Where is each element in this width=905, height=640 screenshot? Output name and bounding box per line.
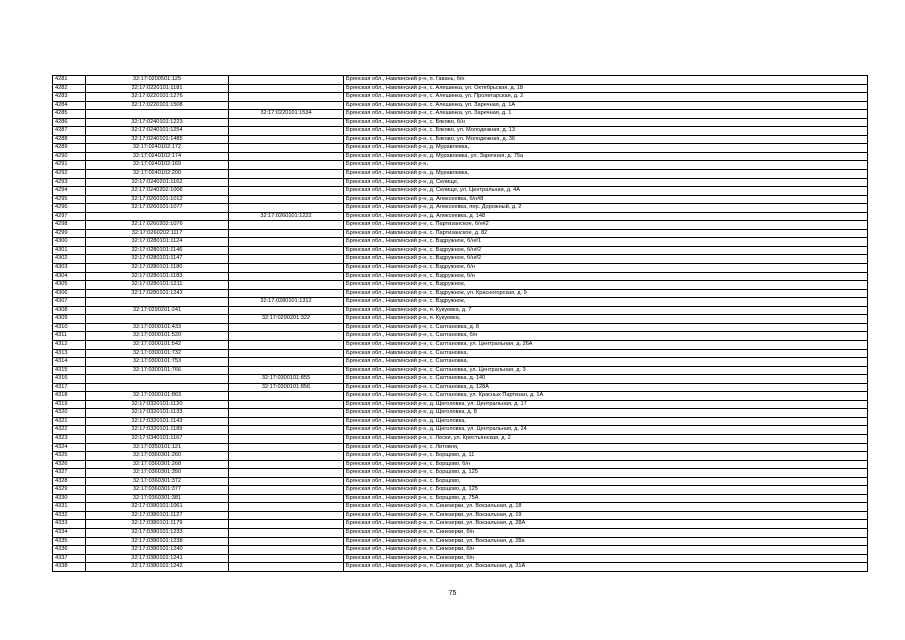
row-number-cell: 4330 xyxy=(53,494,86,503)
cadastral-number-alt-cell xyxy=(229,554,344,563)
row-number-cell: 4293 xyxy=(53,178,86,187)
address-cell: Брянская обл., Навлинский р-н, с. Салтановка, ул. Центральная, д. 3 xyxy=(344,366,868,375)
cadastral-number-cell: 32:17:0240102:200 xyxy=(86,170,229,179)
row-number-cell: 4287 xyxy=(53,127,86,136)
address-cell: Брянская обл., Навлинский р-н, с. Алешинка, ул. Заречная, д. 1 xyxy=(344,110,868,119)
cadastral-number-alt-cell xyxy=(229,332,344,341)
row-number-cell: 4313 xyxy=(53,349,86,358)
address-cell: Брянская обл., Навлинский р-н, с. Вздружное, б/н xyxy=(344,272,868,281)
cadastral-number-alt-cell xyxy=(229,255,344,264)
address-cell: Брянская обл., Навлинский р-н, с. Вздружное, б/н#1 xyxy=(344,238,868,247)
address-cell: Брянская обл., Навлинский р-н, п. Синезерки, ул. Вокзальная, д. 28а xyxy=(344,537,868,546)
cadastral-number-alt-cell xyxy=(229,452,344,461)
cadastral-number-cell: 32:17:0320101:1143 xyxy=(86,417,229,426)
cadastral-number-alt-cell xyxy=(229,187,344,196)
address-cell: Брянская обл., Навлинский р-н, с. Бяково, б/н xyxy=(344,118,868,127)
cadastral-number-cell: 32:17:0380101:1233 xyxy=(86,528,229,537)
cadastral-number-cell: 32:17:0300101:433 xyxy=(86,323,229,332)
cadastral-number-alt-cell xyxy=(229,221,344,230)
cadastral-number-alt-cell xyxy=(229,204,344,213)
table-row xyxy=(53,426,868,435)
cadastral-number-alt-cell xyxy=(229,144,344,153)
table-row xyxy=(53,264,868,273)
cadastral-number-alt-cell xyxy=(229,170,344,179)
address-cell: Брянская обл., Навлинский р-н, с. Борщово, xyxy=(344,477,868,486)
cadastral-number-cell: 32:17:0380101:1242 xyxy=(86,563,229,572)
address-cell: Брянская обл., Навлинский р-н, п. Синезерки, ул. Вокзальная, д. 19 xyxy=(344,511,868,520)
cadastral-number-alt-cell xyxy=(229,537,344,546)
address-cell: Брянская обл., Навлинский р-н, с. Лески, ул. Крестьянская, д. 2 xyxy=(344,434,868,443)
table-row xyxy=(53,84,868,93)
table-row xyxy=(53,170,868,179)
table-row xyxy=(53,528,868,537)
table-row xyxy=(53,366,868,375)
cadastral-number-alt-cell xyxy=(229,84,344,93)
row-number-cell: 4334 xyxy=(53,528,86,537)
cadastral-number-alt-cell xyxy=(229,520,344,529)
cadastral-number-cell: 32:17:0220101:1508 xyxy=(86,101,229,110)
cadastral-number-alt-cell xyxy=(229,229,344,238)
table-row xyxy=(53,392,868,401)
cadastral-number-cell: 32:17:0380101:1061 xyxy=(86,503,229,512)
row-number-cell: 4319 xyxy=(53,400,86,409)
row-number-cell: 4298 xyxy=(53,221,86,230)
cadastral-number-alt-cell xyxy=(229,135,344,144)
cadastral-number-cell: 32:17:0350101:121 xyxy=(86,443,229,452)
cadastral-number-cell: 32:17:0240102:172 xyxy=(86,144,229,153)
table-row xyxy=(53,178,868,187)
row-number-cell: 4310 xyxy=(53,323,86,332)
table-row xyxy=(53,375,868,384)
cadastral-number-cell: 32:17:0380101:1127 xyxy=(86,511,229,520)
address-cell: Брянская обл., Навлинский р-н, с. Вздружное, ул. Красногорская, д. 9 xyxy=(344,289,868,298)
row-number-cell: 4337 xyxy=(53,554,86,563)
address-cell: Брянская обл., Навлинский р-н, с. Борщово, д. 75А xyxy=(344,494,868,503)
address-cell: Брянская обл., Навлинский р-н, с. Вздружное, б/н#2 xyxy=(344,255,868,264)
table-row xyxy=(53,76,868,85)
table-row xyxy=(53,503,868,512)
table-row xyxy=(53,93,868,102)
cadastral-number-alt-cell xyxy=(229,503,344,512)
row-number-cell: 4315 xyxy=(53,366,86,375)
address-cell: Брянская обл., Навлинский р-н, с. Партизанское, д. 82 xyxy=(344,229,868,238)
table-row xyxy=(53,246,868,255)
cadastral-number-alt-cell: 32:17:0300101:856 xyxy=(229,383,344,392)
table-row xyxy=(53,477,868,486)
cadastral-number-cell xyxy=(86,315,229,324)
address-cell: Брянская обл., Навлинский р-н, с. Вздружное, xyxy=(344,281,868,290)
cadastral-number-cell: 32:17:0260101:1012 xyxy=(86,195,229,204)
cadastral-number-alt-cell: 32:17:0260101:1222 xyxy=(229,212,344,221)
table-row xyxy=(53,332,868,341)
row-number-cell: 4332 xyxy=(53,511,86,520)
row-number-cell: 4327 xyxy=(53,469,86,478)
table-row xyxy=(53,511,868,520)
row-number-cell: 4306 xyxy=(53,289,86,298)
cadastral-number-alt-cell xyxy=(229,76,344,85)
cadastral-number-cell: 32:17:0240101:1223 xyxy=(86,118,229,127)
table-row xyxy=(53,349,868,358)
row-number-cell: 4284 xyxy=(53,101,86,110)
cadastral-number-cell: 32:17:0290201:241 xyxy=(86,306,229,315)
row-number-cell: 4325 xyxy=(53,452,86,461)
address-cell: Брянская обл., Навлинский р-н, д. Щеголовка, д. 8 xyxy=(344,409,868,418)
address-cell: Брянская обл., Навлинский р-н, с. Борщово, д. 125 xyxy=(344,486,868,495)
table-row xyxy=(53,469,868,478)
cadastral-number-cell xyxy=(86,383,229,392)
cadastral-number-alt-cell xyxy=(229,366,344,375)
cadastral-number-alt-cell xyxy=(229,272,344,281)
row-number-cell: 4294 xyxy=(53,187,86,196)
cadastral-number-cell: 32:17:0300101:732 xyxy=(86,349,229,358)
table-row xyxy=(53,323,868,332)
cadastral-number-cell xyxy=(86,110,229,119)
address-cell: Брянская обл., Навлинский р-н, п. Кукуевка, xyxy=(344,315,868,324)
row-number-cell: 4282 xyxy=(53,84,86,93)
page-number: 75 xyxy=(448,590,457,597)
table-row xyxy=(53,238,868,247)
row-number-cell: 4297 xyxy=(53,212,86,221)
table-row xyxy=(53,546,868,555)
cadastral-number-alt-cell xyxy=(229,238,344,247)
cadastral-number-alt-cell xyxy=(229,434,344,443)
cadastral-number-alt-cell xyxy=(229,400,344,409)
table-row xyxy=(53,306,868,315)
table-row xyxy=(53,358,868,367)
cadastral-number-alt-cell xyxy=(229,118,344,127)
row-number-cell: 4331 xyxy=(53,503,86,512)
address-cell: Брянская обл., Навлинский р-н, с. Литовня, xyxy=(344,443,868,452)
cadastral-number-alt-cell xyxy=(229,511,344,520)
address-cell: Брянская обл., Навлинский р-н, с. Салтановка, ул. Красных Партизан, д. 1А xyxy=(344,392,868,401)
cadastral-number-alt-cell xyxy=(229,392,344,401)
row-number-cell: 4296 xyxy=(53,204,86,213)
row-number-cell: 4309 xyxy=(53,315,86,324)
row-number-cell: 4303 xyxy=(53,264,86,273)
cadastral-number-alt-cell xyxy=(229,281,344,290)
address-cell: Брянская обл., Навлинский р-н, д. Алексеевка, пер. Дорожный, д. 2 xyxy=(344,204,868,213)
row-number-cell: 4292 xyxy=(53,170,86,179)
cadastral-number-cell: 32:17:0200501:125 xyxy=(86,76,229,85)
row-number-cell: 4301 xyxy=(53,246,86,255)
cadastral-number-cell: 32:17:0360301:260 xyxy=(86,452,229,461)
address-cell: Брянская обл., Навлинский р-н, п. Синезерки, б/н xyxy=(344,546,868,555)
address-cell: Брянская обл., Навлинский р-н, с. Салтановка, д. 140 xyxy=(344,375,868,384)
table-row xyxy=(53,486,868,495)
cadastral-number-cell: 32:17:0360301:372 xyxy=(86,477,229,486)
cadastral-number-alt-cell: 32:17:0300101:855 xyxy=(229,375,344,384)
address-cell: Брянская обл., Навлинский р-н, xyxy=(344,161,868,170)
address-cell: Брянская обл., Навлинский р-н, п. Синезерки, б/н xyxy=(344,528,868,537)
cadastral-number-cell: 32:17:0220101:1276 xyxy=(86,93,229,102)
row-number-cell: 4336 xyxy=(53,546,86,555)
row-number-cell: 4308 xyxy=(53,306,86,315)
row-number-cell: 4326 xyxy=(53,460,86,469)
row-number-cell: 4320 xyxy=(53,409,86,418)
row-number-cell: 4311 xyxy=(53,332,86,341)
cadastral-number-alt-cell xyxy=(229,443,344,452)
table-row xyxy=(53,409,868,418)
cadastral-number-alt-cell xyxy=(229,486,344,495)
cadastral-number-alt-cell xyxy=(229,127,344,136)
cadastral-number-alt-cell xyxy=(229,161,344,170)
table-row xyxy=(53,383,868,392)
cadastral-number-cell: 32:17:0240201:1162 xyxy=(86,178,229,187)
cadastral-number-cell: 32:17:0280101:1146 xyxy=(86,246,229,255)
cadastral-number-alt-cell xyxy=(229,426,344,435)
cadastral-number-alt-cell xyxy=(229,93,344,102)
cadastral-number-alt-cell: 32:17:0220101:1534 xyxy=(229,110,344,119)
cadastral-number-cell: 32:17:0300101:766 xyxy=(86,366,229,375)
cadastral-number-cell: 32:17:0320101:1189 xyxy=(86,426,229,435)
address-cell: Брянская обл., Навлинский р-н, д. Алексеевка, д. 148 xyxy=(344,212,868,221)
cadastral-number-alt-cell xyxy=(229,563,344,572)
cadastral-number-cell: 32:17:0380101:1240 xyxy=(86,546,229,555)
address-cell: Брянская обл., Навлинский р-н, с. Салтановка, xyxy=(344,349,868,358)
table-body xyxy=(53,76,868,572)
address-cell: Брянская обл., Навлинский р-н, п. Синезерки, ул. Вокзальная, д. 28А xyxy=(344,520,868,529)
row-number-cell: 4290 xyxy=(53,152,86,161)
table-row xyxy=(53,315,868,324)
table-row xyxy=(53,520,868,529)
cadastral-number-cell: 32:17:0260202:1117 xyxy=(86,229,229,238)
table-row xyxy=(53,127,868,136)
table-row xyxy=(53,118,868,127)
cadastral-number-cell: 32:17:0380101:1238 xyxy=(86,537,229,546)
row-number-cell: 4286 xyxy=(53,118,86,127)
cadastral-number-alt-cell xyxy=(229,340,344,349)
row-number-cell: 4312 xyxy=(53,340,86,349)
cadastral-number-alt-cell: 32:17:0280101:1312 xyxy=(229,298,344,307)
row-number-cell: 4328 xyxy=(53,477,86,486)
address-cell: Брянская обл., Навлинский р-н, с. Бяково, ул. Молодежная, д. 36 xyxy=(344,135,868,144)
row-number-cell: 4323 xyxy=(53,434,86,443)
table-row xyxy=(53,272,868,281)
cadastral-number-alt-cell xyxy=(229,417,344,426)
table-row xyxy=(53,212,868,221)
cadastral-number-alt-cell xyxy=(229,195,344,204)
address-cell: Брянская обл., Навлинский р-н, с. Партизанское, б/н#2 xyxy=(344,221,868,230)
cadastral-number-alt-cell xyxy=(229,246,344,255)
cadastral-number-cell: 32:17:0260101:1077 xyxy=(86,204,229,213)
cadastral-number-cell xyxy=(86,212,229,221)
row-number-cell: 4329 xyxy=(53,486,86,495)
address-cell: Брянская обл., Навлинский р-н, с. Салтановка, д. 128А xyxy=(344,383,868,392)
cadastral-number-cell: 32:17:0240202:1006 xyxy=(86,187,229,196)
table-row xyxy=(53,554,868,563)
row-number-cell: 4324 xyxy=(53,443,86,452)
table-row xyxy=(53,255,868,264)
row-number-cell: 4304 xyxy=(53,272,86,281)
cadastral-number-cell: 32:17:0280101:1183 xyxy=(86,272,229,281)
table-row xyxy=(53,563,868,572)
table-row xyxy=(53,298,868,307)
cadastral-number-cell: 32:17:0280101:1124 xyxy=(86,238,229,247)
cadastral-number-cell: 32:17:0240101:1254 xyxy=(86,127,229,136)
table-row xyxy=(53,152,868,161)
address-cell: Брянская обл., Навлинский р-н, д. Селище, ул. Центральная, д. 4А xyxy=(344,187,868,196)
cadastral-number-cell: 32:17:0280101:1243 xyxy=(86,289,229,298)
table-row xyxy=(53,289,868,298)
cadastral-number-cell: 32:17:0280101:1147 xyxy=(86,255,229,264)
table-row xyxy=(53,144,868,153)
table-row xyxy=(53,340,868,349)
cadastral-table xyxy=(52,75,868,572)
row-number-cell: 4307 xyxy=(53,298,86,307)
cadastral-number-alt-cell xyxy=(229,152,344,161)
table-row xyxy=(53,135,868,144)
table-row xyxy=(53,101,868,110)
cadastral-number-alt-cell xyxy=(229,460,344,469)
address-cell: Брянская обл., Навлинский р-н, с. Салтановка, xyxy=(344,358,868,367)
address-cell: Брянская обл., Навлинский р-н, д. Муравлевка, ул. Заречная, д. 75а xyxy=(344,152,868,161)
address-cell: Брянская обл., Навлинский р-н, д. Муравлевка, xyxy=(344,170,868,179)
cadastral-number-alt-cell xyxy=(229,528,344,537)
cadastral-number-alt-cell xyxy=(229,546,344,555)
table-row xyxy=(53,400,868,409)
address-cell: Брянская обл., Навлинский р-н, п. Гавань, б/н xyxy=(344,76,868,85)
address-cell: Брянская обл., Навлинский р-н, с. Борщово, б/н xyxy=(344,460,868,469)
address-cell: Брянская обл., Навлинский р-н, д. Щеголовка, ул. Центральная, д. 17 xyxy=(344,400,868,409)
address-cell: Брянская обл., Навлинский р-н, с. Борщово, д. 11 xyxy=(344,452,868,461)
row-number-cell: 4317 xyxy=(53,383,86,392)
cadastral-number-cell: 32:17:0380101:1241 xyxy=(86,554,229,563)
address-cell: Брянская обл., Навлинский р-н, с. Салтановка, д. 8 xyxy=(344,323,868,332)
table-row xyxy=(53,187,868,196)
cadastral-number-alt-cell xyxy=(229,289,344,298)
cadastral-number-alt-cell: 32:17:0290201:322 xyxy=(229,315,344,324)
row-number-cell: 4288 xyxy=(53,135,86,144)
table-row xyxy=(53,229,868,238)
address-cell: Брянская обл., Навлинский р-н, п. Синезерки, ул. Вокзальная, д. 31А xyxy=(344,563,868,572)
row-number-cell: 4321 xyxy=(53,417,86,426)
address-cell: Брянская обл., Навлинский р-н, с. Борщово, д. 125 xyxy=(344,469,868,478)
cadastral-number-alt-cell xyxy=(229,178,344,187)
table-row xyxy=(53,221,868,230)
row-number-cell: 4335 xyxy=(53,537,86,546)
cadastral-number-cell: 32:17:0300101:520 xyxy=(86,332,229,341)
row-number-cell: 4302 xyxy=(53,255,86,264)
address-cell: Брянская обл., Навлинский р-н, с. Вздружное, б/н#2 xyxy=(344,246,868,255)
table-row xyxy=(53,195,868,204)
address-cell: Брянская обл., Навлинский р-н, с. Вздружное, б/н xyxy=(344,264,868,273)
table-row xyxy=(53,161,868,170)
address-cell: Брянская обл., Навлинский р-н, п. Синезерки, б/н xyxy=(344,554,868,563)
row-number-cell: 4333 xyxy=(53,520,86,529)
table-row xyxy=(53,417,868,426)
cadastral-number-alt-cell xyxy=(229,494,344,503)
cadastral-number-cell: 32:17:0360301:377 xyxy=(86,486,229,495)
row-number-cell: 4338 xyxy=(53,563,86,572)
address-cell: Брянская обл., Навлинский р-н, д. Алексеевка, б/н#8 xyxy=(344,195,868,204)
row-number-cell: 4283 xyxy=(53,93,86,102)
address-cell: Брянская обл., Навлинский р-н, д. Щеголовка, ул. Центральная, д. 24 xyxy=(344,426,868,435)
address-cell: Брянская обл., Навлинский р-н, д. Селище, xyxy=(344,178,868,187)
address-cell: Брянская обл., Навлинский р-н, с. Вздружное, xyxy=(344,298,868,307)
row-number-cell: 4316 xyxy=(53,375,86,384)
cadastral-number-cell: 32:17:0380101:1179 xyxy=(86,520,229,529)
table-row xyxy=(53,460,868,469)
cadastral-number-alt-cell xyxy=(229,264,344,273)
row-number-cell: 4281 xyxy=(53,76,86,85)
cadastral-number-cell: 32:17:0300101:542 xyxy=(86,340,229,349)
row-number-cell: 4299 xyxy=(53,229,86,238)
row-number-cell: 4285 xyxy=(53,110,86,119)
cadastral-number-cell: 32:17:0240102:169 xyxy=(86,161,229,170)
table-row xyxy=(53,110,868,119)
cadastral-number-alt-cell xyxy=(229,358,344,367)
row-number-cell: 4291 xyxy=(53,161,86,170)
address-cell: Брянская обл., Навлинский р-н, д. Муравлевка, xyxy=(344,144,868,153)
cadastral-number-alt-cell xyxy=(229,349,344,358)
row-number-cell: 4318 xyxy=(53,392,86,401)
row-number-cell: 4322 xyxy=(53,426,86,435)
table-row xyxy=(53,204,868,213)
cadastral-number-cell: 32:17:0320101:1133 xyxy=(86,409,229,418)
address-cell: Брянская обл., Навлинский р-н, с. Салтановка, б/н xyxy=(344,332,868,341)
row-number-cell: 4300 xyxy=(53,238,86,247)
cadastral-number-cell: 32:17:0360301:350 xyxy=(86,469,229,478)
address-cell: Брянская обл., Навлинский р-н, с. Бяково, ул. Молодежная, д. 13 xyxy=(344,127,868,136)
row-number-cell: 4289 xyxy=(53,144,86,153)
cadastral-number-alt-cell xyxy=(229,469,344,478)
cadastral-number-cell: 32:17:0240101:1485 xyxy=(86,135,229,144)
cadastral-number-cell: 32:17:0220101:1181 xyxy=(86,84,229,93)
cadastral-number-alt-cell xyxy=(229,323,344,332)
table-row xyxy=(53,443,868,452)
cadastral-number-alt-cell xyxy=(229,477,344,486)
cadastral-number-cell: 32:17:0280101:1180 xyxy=(86,264,229,273)
cadastral-number-cell: 32:17:0320101:1120 xyxy=(86,400,229,409)
cadastral-number-cell: 32:17:0360301:381 xyxy=(86,494,229,503)
cadastral-number-alt-cell xyxy=(229,306,344,315)
table-row xyxy=(53,452,868,461)
cadastral-number-cell: 32:17:0360301:268 xyxy=(86,460,229,469)
address-cell: Брянская обл., Навлинский р-н, п. Кукуевка, д. 7 xyxy=(344,306,868,315)
cadastral-number-cell: 32:17:0340101:1167 xyxy=(86,434,229,443)
row-number-cell: 4305 xyxy=(53,281,86,290)
table-row xyxy=(53,537,868,546)
table-row xyxy=(53,434,868,443)
row-number-cell: 4295 xyxy=(53,195,86,204)
address-cell: Брянская обл., Навлинский р-н, с. Алешинка, ул. Пролетарская, д. 2 xyxy=(344,93,868,102)
cadastral-number-cell: 32:17:0240102:174 xyxy=(86,152,229,161)
cadastral-number-cell xyxy=(86,375,229,384)
cadastral-number-cell xyxy=(86,298,229,307)
address-cell: Брянская обл., Навлинский р-н, с. Салтановка, ул. Центральная, д. 26А xyxy=(344,340,868,349)
address-cell: Брянская обл., Навлинский р-н, д. Щеголовка, xyxy=(344,417,868,426)
table-row xyxy=(53,494,868,503)
cadastral-number-cell: 32:17:0300101:863 xyxy=(86,392,229,401)
row-number-cell: 4314 xyxy=(53,358,86,367)
cadastral-number-cell: 32:17:0280101:1211 xyxy=(86,281,229,290)
cadastral-number-cell: 32:17:0260202:1076 xyxy=(86,221,229,230)
address-cell: Брянская обл., Навлинский р-н, с. Алешинка, ул. Октябрьская, д. 18 xyxy=(344,84,868,93)
cadastral-number-cell: 32:17:0300101:753 xyxy=(86,358,229,367)
address-cell: Брянская обл., Навлинский р-н, с. Алешинка, ул. Заречная, д. 1А xyxy=(344,101,868,110)
address-cell: Брянская обл., Навлинский р-н, п. Синезерки, ул. Вокзальная, д. 18 xyxy=(344,503,868,512)
table-row xyxy=(53,281,868,290)
cadastral-number-alt-cell xyxy=(229,409,344,418)
cadastral-number-alt-cell xyxy=(229,101,344,110)
